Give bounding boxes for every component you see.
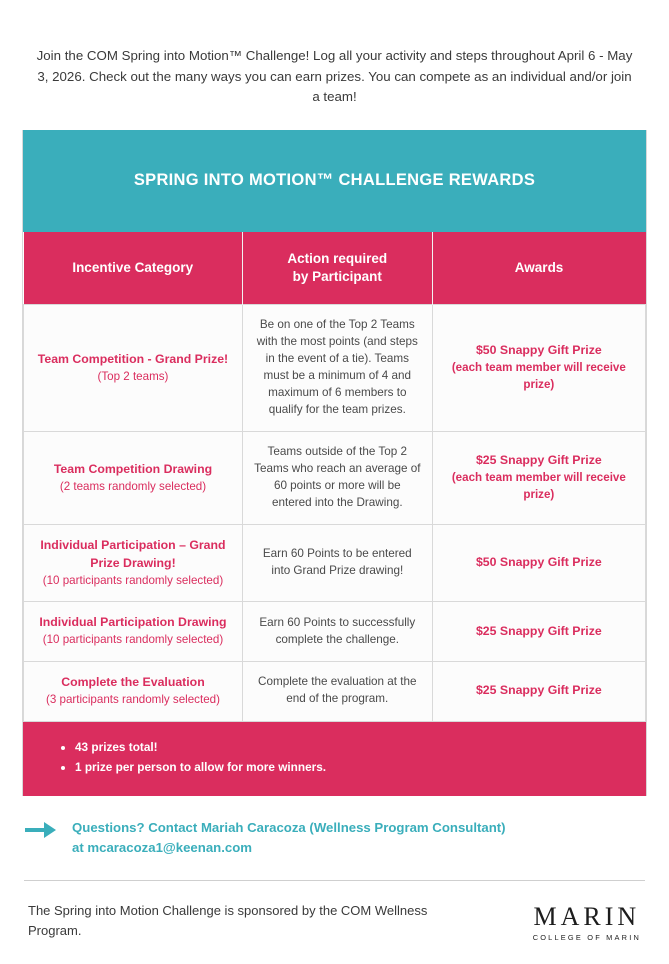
cell-category [24,432,243,525]
category-subtitle: (10 participants randomly selected) [42,633,224,647]
cell-category [24,662,243,722]
cell-award [432,662,645,722]
cell-award [432,524,645,601]
arrow-right-icon [24,820,58,847]
column-header-awards: Awards [432,232,645,305]
cell-category [24,602,243,662]
category-subtitle: (10 participants randomly selected) [42,573,224,587]
cell-category [24,305,243,432]
cell-action: Earn 60 Points to successfully complete the challenge. [242,602,432,662]
contact-line-2[interactable]: at mcaracoza1@keenan.com [72,839,252,855]
table-row [24,662,646,722]
rewards-table [23,232,646,722]
intro-paragraph: Join the COM Spring into Motion™ Challenge! Log all your activity and steps throughout April 6 - May 3, 2026. Check out the many ways you can earn prizes. You can compete as an individual and/or join a team! [36,48,633,105]
category-subtitle: (Top 2 teams) [97,369,169,383]
cell-action: Teams outside of the Top 2 Teams who reach an average of 60 points or more will be entered into the Drawing. [242,432,432,525]
category-title: Complete the Evaluation [61,675,205,690]
rewards-card [22,130,647,796]
footer-sponsor-text: The Spring into Motion Challenge is sponsored by the COM Wellness Program. [28,902,428,939]
category-title: Individual Participation Drawing [39,615,227,630]
contact-block [0,796,669,876]
award-title: $25 Snappy Gift Prize [475,623,602,638]
category-title: Individual Participation – Grand Prize Drawing! [40,537,226,570]
prize-notes [23,722,646,796]
cell-action: Earn 60 Points to be entered into Grand Prize drawing! [242,524,432,601]
cell-category [24,524,243,601]
list-item: • 43 prizes total! [75,739,636,757]
logo-wordmark: MARIN [533,902,641,932]
table-row [24,305,646,432]
cell-award [432,432,645,525]
rewards-card-title: SPRING INTO MOTION™ CHALLENGE REWARDS [23,130,646,232]
category-subtitle: (3 participants randomly selected) [45,692,220,706]
cell-action: Complete the evaluation at the end of the program. [242,662,432,722]
table-row [24,432,646,525]
award-title: $25 Snappy Gift Prize [475,683,602,698]
award-title: $50 Snappy Gift Prize [475,343,602,358]
contact-line-1: Questions? Contact Mariah Caracoza (Wellness Program Consultant) [72,820,506,836]
category-title: Team Competition Drawing [53,461,213,476]
list-item: • 1 prize per person to allow for more winners. [75,759,636,777]
footer [0,881,669,964]
table-header-row [24,232,646,305]
award-subtitle: (each team member will receive prize) [451,361,626,392]
contact-text [72,818,506,858]
column-header-action-line2: by Participant [292,269,382,285]
marin-college-logo [533,904,641,942]
table-row [24,524,646,601]
award-title: $50 Snappy Gift Prize [475,555,602,570]
column-header-action-line1: Action required [287,250,388,266]
category-title: Team Competition - Grand Prize! [37,351,229,366]
column-header-incentive-category: Incentive Category [24,232,243,305]
logo-subtitle: COLLEGE OF MARIN [532,933,641,943]
award-title: $25 Snappy Gift Prize [475,453,602,468]
column-header-action-required [242,232,432,305]
cell-award [432,602,645,662]
category-subtitle: (2 teams randomly selected) [59,479,207,493]
cell-award [432,305,645,432]
award-subtitle: (each team member will receive prize) [451,471,626,501]
table-row [24,602,646,662]
cell-action: Be on one of the Top 2 Teams with the most points (and steps in the event of a tie). Teams must be a minimum of 4 and maximum of 6 members to qualify for the team prizes. [242,305,432,432]
